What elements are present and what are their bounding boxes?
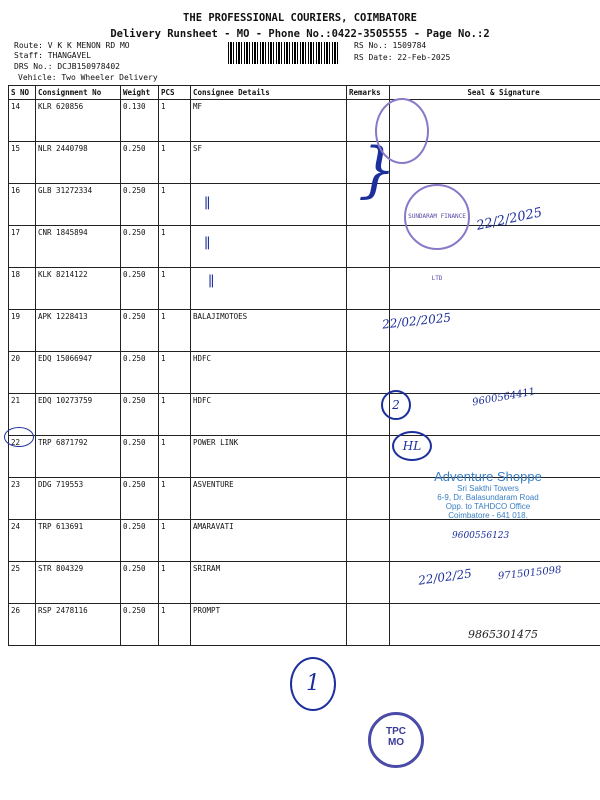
stamp-line: Opp. to TAHDCO Office: [445, 502, 531, 511]
cell-pcs: 1: [159, 226, 191, 268]
handwritten-circle: HL: [392, 431, 432, 461]
cell-pcs: 1: [159, 394, 191, 436]
table-row: [9, 310, 600, 352]
cell-pcs: 1: [159, 520, 191, 562]
cell-weight: 0.250: [121, 352, 159, 394]
cell-remarks: [347, 226, 390, 268]
cell-weight: 0.250: [121, 184, 159, 226]
cell-weight: 0.250: [121, 310, 159, 352]
cell-sno: 16: [9, 184, 36, 226]
cell-consignment: KLR 620856: [36, 100, 121, 142]
cell-remarks: [347, 520, 390, 562]
cell-weight: 0.250: [121, 142, 159, 184]
cell-consignee: ASVENTURE: [191, 478, 347, 520]
finance-seal: SUNDARAM FINANCE LTD: [404, 184, 470, 250]
rs-date: RS Date: 22-Feb-2025: [354, 53, 451, 62]
cell-signature: [390, 268, 600, 310]
company-title: THE PROFESSIONAL COURIERS, COIMBATORE: [183, 12, 417, 24]
handwritten-phone: 9715015098: [497, 564, 563, 583]
cell-weight: 0.250: [121, 436, 159, 478]
table-row: [9, 562, 600, 604]
cell-consignment: NLR 2440798: [36, 142, 121, 184]
stamp-line: Sri Sakthi Towers: [457, 484, 519, 493]
col-sno: S NO: [9, 86, 36, 100]
stamp-tpc: TPC: [386, 726, 406, 737]
cell-consignment: TRP 613691: [36, 520, 121, 562]
cell-remarks: [347, 268, 390, 310]
cell-weight: 0.250: [121, 478, 159, 520]
table-row: [9, 268, 600, 310]
handwritten-phone: 9600556123: [452, 531, 510, 541]
cell-sno: 23: [9, 478, 36, 520]
cell-consignment: RSP 2478116: [36, 604, 121, 646]
cell-weight: 0.130: [121, 100, 159, 142]
cell-sno: 14: [9, 100, 36, 142]
cell-consignee: BALAJIMOTOES: [191, 310, 347, 352]
table-row: [9, 100, 600, 142]
cell-remarks: [347, 436, 390, 478]
col-weight: Weight: [121, 86, 159, 100]
cell-pcs: 1: [159, 184, 191, 226]
cell-consignment: EDQ 15066947: [36, 352, 121, 394]
stamp-line: Coimbatore - 641 018.: [448, 511, 528, 520]
staff-label: Staff: THANGAVEL: [14, 51, 92, 60]
col-consignee: Consignee Details: [191, 86, 347, 100]
cell-remarks: [347, 604, 390, 646]
cell-sno: 17: [9, 226, 36, 268]
col-signature: Seal & Signature: [390, 86, 600, 100]
handwritten-circle: 1: [290, 657, 336, 711]
office-seal: [375, 98, 429, 164]
cell-pcs: 1: [159, 142, 191, 184]
cell-consignee: PROMPT: [191, 604, 347, 646]
runsheet-subtitle: Delivery Runsheet - MO - Phone No.:0422-3505555 - Page No.:2: [110, 28, 490, 40]
table-row: [9, 352, 600, 394]
table-row: [9, 520, 600, 562]
ditto-mark: ∥: [204, 196, 211, 212]
cell-remarks: [347, 352, 390, 394]
handwritten-circle: 2: [381, 390, 411, 420]
tpc-stamp: [368, 712, 424, 768]
cell-sno: 24: [9, 520, 36, 562]
vehicle-label: Vehicle: Two Wheeler Delivery: [18, 73, 158, 82]
row-22-circle: [4, 427, 34, 447]
cell-consignee: AMARAVATI: [191, 520, 347, 562]
cell-weight: 0.250: [121, 394, 159, 436]
cell-sno: 21: [9, 394, 36, 436]
table-row: [9, 226, 600, 268]
barcode: [228, 42, 340, 64]
adventure-stamp: [398, 469, 578, 520]
col-remarks: Remarks: [347, 86, 390, 100]
cell-remarks: [347, 562, 390, 604]
handwritten-date: 22/02/2025: [381, 310, 452, 332]
cell-consignment: APK 1228413: [36, 310, 121, 352]
cell-pcs: 1: [159, 604, 191, 646]
cell-consignee: [191, 184, 347, 226]
cell-pcs: 1: [159, 436, 191, 478]
runsheet-table: [8, 85, 600, 646]
stamp-mo: MO: [387, 737, 405, 748]
col-pcs: PCS: [159, 86, 191, 100]
cell-pcs: 1: [159, 562, 191, 604]
route-label: Route: V K K MENON RD MO: [14, 41, 130, 50]
cell-consignment: CNR 1845894: [36, 226, 121, 268]
cell-consignee: HDFC: [191, 352, 347, 394]
table-body: [9, 100, 600, 646]
cell-consignment: EDQ 10273759: [36, 394, 121, 436]
cell-pcs: 1: [159, 478, 191, 520]
cell-sno: 20: [9, 352, 36, 394]
cell-pcs: 1: [159, 310, 191, 352]
drs-number: DRS No.: DCJB150978402: [14, 62, 120, 71]
cell-weight: 0.250: [121, 604, 159, 646]
cell-consignee: SRIRAM: [191, 562, 347, 604]
cell-sno: 22: [9, 436, 36, 478]
cell-consignment: DDG 719553: [36, 478, 121, 520]
cell-remarks: [347, 478, 390, 520]
col-consignment: Consignment No: [36, 86, 121, 100]
cell-sno: 25: [9, 562, 36, 604]
cell-pcs: 1: [159, 352, 191, 394]
cell-consignment: TRP 6871792: [36, 436, 121, 478]
cell-consignee: POWER LINK: [191, 436, 347, 478]
cell-pcs: 1: [159, 100, 191, 142]
cell-sno: 26: [9, 604, 36, 646]
cell-consignee: SF: [191, 142, 347, 184]
stamp-name: Adventure Shoppe: [434, 469, 542, 484]
cell-consignee: HDFC: [191, 394, 347, 436]
cell-consignee: [191, 226, 347, 268]
handwritten-date: 22/02/25: [417, 566, 473, 588]
cell-weight: 0.250: [121, 226, 159, 268]
cell-consignment: STR 804329: [36, 562, 121, 604]
rs-number: RS No.: 1509784: [354, 41, 427, 50]
cell-consignment: KLK 8214122: [36, 268, 121, 310]
cell-sno: 19: [9, 310, 36, 352]
cell-pcs: 1: [159, 268, 191, 310]
cell-weight: 0.250: [121, 268, 159, 310]
cell-sno: 15: [9, 142, 36, 184]
ditto-mark: ∥: [204, 236, 211, 252]
bracket-mark: }: [358, 135, 397, 205]
handwritten-date: 22/2/2025: [475, 205, 544, 234]
table-header-row: [9, 86, 600, 100]
cell-weight: 0.250: [121, 520, 159, 562]
cell-signature: [390, 352, 600, 394]
handwritten-phone: 9600564411: [471, 386, 537, 409]
stamp-line: 6-9, Dr. Balasundaram Road: [437, 493, 539, 502]
cell-consignee: MF: [191, 100, 347, 142]
cell-consignment: GLB 31272334: [36, 184, 121, 226]
ditto-mark: ∥: [208, 274, 215, 290]
cell-sno: 18: [9, 268, 36, 310]
table-row: [9, 142, 600, 184]
handwritten-phone: 9865301475: [468, 628, 538, 641]
cell-weight: 0.250: [121, 562, 159, 604]
